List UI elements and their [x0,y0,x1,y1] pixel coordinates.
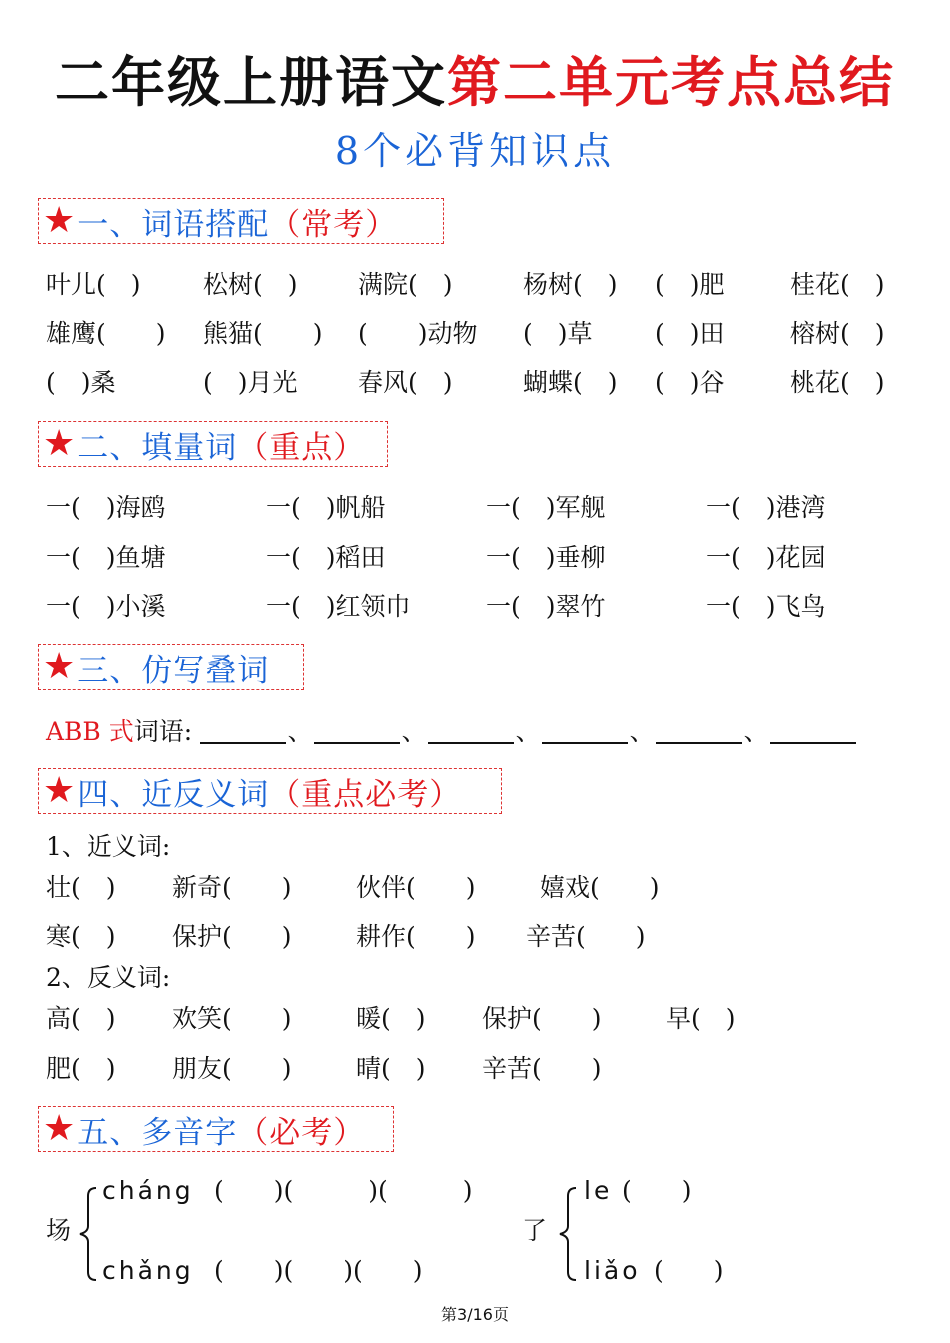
synonym-title: 1、近义词: [46,832,171,861]
word-blanks: ( )( )( ) [214,1176,473,1205]
section-header-2 [38,421,388,467]
pinyin: cháng [102,1176,194,1205]
section-note: （重点） [237,429,366,466]
measure-item: 一( )稻田 [266,543,386,572]
page-number: 第3/16页 [441,1305,509,1324]
section-header-5 [38,1106,394,1152]
pinyin: liǎo [584,1256,641,1285]
collocation-item: 熊猫( ) [203,319,323,348]
synonym-item: 寒( ) [46,922,116,951]
answer-blank[interactable] [542,720,628,744]
section-header-4 [38,768,502,814]
word-blanks: ( ) [654,1256,724,1285]
section-title: 四、近反义词 [77,776,270,813]
collocation-item: ( )谷 [655,368,725,397]
antonym-item: 保护( ) [482,1004,602,1033]
title-part-1: 二年级上册语文 [55,51,447,114]
collocation-item: ( )草 [523,319,593,348]
collocation-item: 蝴蝶( ) [523,368,618,397]
collocation-item: 叶儿( ) [46,270,141,299]
section-title: 一、词语搭配 [77,206,270,243]
section-note: （必考） [237,1114,366,1151]
polyphone-char: 了 [522,1216,548,1245]
measure-item: 一( )花园 [706,543,826,572]
antonym-item: 高( ) [46,1004,116,1033]
synonym-item: 壮( ) [46,873,116,902]
title-part-2: 第二单元考点总结 [447,51,895,114]
section-title: 二、填量词 [77,429,238,466]
collocation-item: 榕树( ) [790,319,885,348]
brace-icon [556,1186,578,1282]
measure-item: 一( )翠竹 [486,592,606,621]
collocation-item: ( )桑 [46,368,116,397]
brace-icon [76,1186,98,1282]
word-blanks: ( )( )( ) [214,1256,423,1285]
separator: 、 [515,717,541,746]
separator: 、 [401,717,427,746]
antonym-item: 朋友( ) [172,1054,292,1083]
collocation-item: ( )田 [655,319,725,348]
collocation-item: 满院( ) [358,270,453,299]
antonym-item: 晴( ) [356,1054,426,1083]
measure-item: 一( )飞鸟 [706,592,826,621]
synonym-item: 辛苦( ) [526,922,646,951]
collocation-item: ( )肥 [655,270,725,299]
antonym-item: 暖( ) [356,1004,426,1033]
measure-item: 一( )垂柳 [486,543,606,572]
star-icon: ★ [43,200,76,241]
abb-label-suffix: 词语: [133,717,193,746]
star-icon: ★ [43,646,76,687]
section-title: 五、多音字 [77,1114,238,1151]
antonym-item: 辛苦( ) [482,1054,602,1083]
section-header-1 [38,198,444,244]
collocation-item: 雄鹰( ) [46,319,166,348]
separator: 、 [743,717,769,746]
abb-word-line [46,717,856,747]
section-header-3 [38,644,304,690]
synonym-item: 新奇( ) [172,873,292,902]
collocation-item: ( )动物 [358,319,478,348]
measure-item: 一( )军舰 [486,493,606,522]
collocation-item: ( )月光 [203,368,298,397]
page-subtitle: 8个必背知识点 [334,129,616,173]
measure-item: 一( )鱼塘 [46,543,166,572]
word-blanks: ( ) [622,1176,692,1205]
synonym-item: 保护( ) [172,922,292,951]
separator: 、 [629,717,655,746]
collocation-item: 桃花( ) [790,368,885,397]
measure-item: 一( )帆船 [266,493,386,522]
collocation-item: 松树( ) [203,270,298,299]
polyphone-char: 场 [46,1216,72,1245]
collocation-item: 杨树( ) [523,270,618,299]
answer-blank[interactable] [200,720,286,744]
measure-item: 一( )港湾 [706,493,826,522]
section-note: （常考） [269,206,398,243]
antonym-item: 早( ) [666,1004,736,1033]
page-title [0,40,950,117]
pinyin: le [584,1176,613,1205]
pinyin: chǎng [102,1256,194,1285]
measure-item: 一( )红领巾 [266,592,411,621]
answer-blank[interactable] [770,720,856,744]
measure-item: 一( )海鸥 [46,493,166,522]
separator: 、 [287,717,313,746]
synonym-item: 耕作( ) [356,922,476,951]
section-note: （重点必考） [269,776,462,813]
synonym-item: 伙伴( ) [356,873,476,902]
measure-item: 一( )小溪 [46,592,166,621]
collocation-item: 桂花( ) [790,270,885,299]
star-icon: ★ [43,1108,76,1149]
antonym-item: 肥( ) [46,1054,116,1083]
antonym-item: 欢笑( ) [172,1004,292,1033]
synonym-item: 嬉戏( ) [540,873,660,902]
section-title: 三、仿写叠词 [77,652,270,689]
collocation-item: 春风( ) [358,368,453,397]
answer-blank[interactable] [314,720,400,744]
abb-label: ABB 式 [46,717,134,746]
answer-blank[interactable] [656,720,742,744]
star-icon: ★ [43,423,76,464]
antonym-title: 2、反义词: [46,963,171,992]
answer-blank[interactable] [428,720,514,744]
star-icon: ★ [43,770,76,811]
